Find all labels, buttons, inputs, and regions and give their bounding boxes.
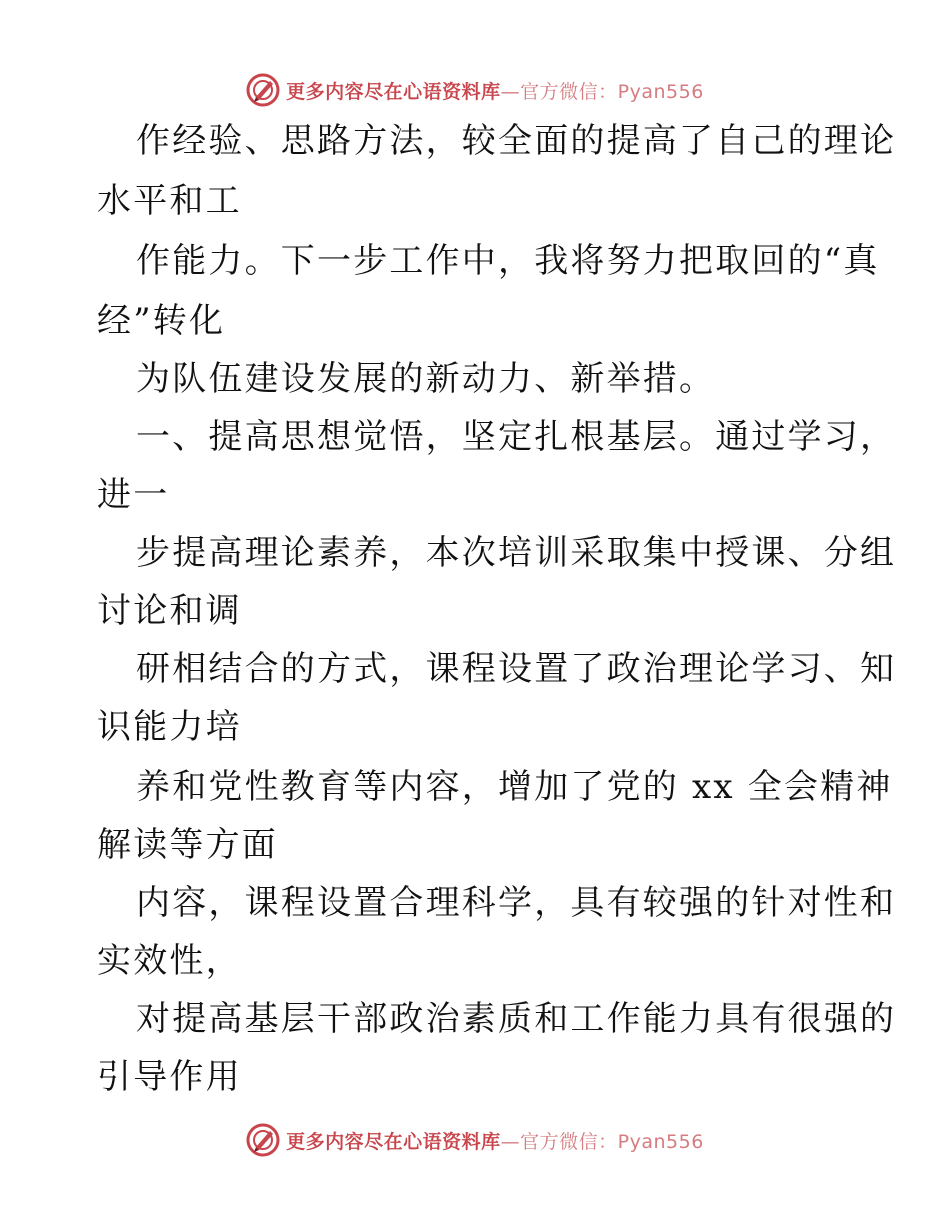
body-line: 养和党性教育等内容，增加了党的 xx 全会精神 — [136, 767, 893, 807]
body-line: 对提高基层干部政治素质和工作能力具有很强的 — [136, 999, 897, 1039]
pen-logo-icon — [246, 73, 280, 107]
body-line: 内容，课程设置合理科学，具有较强的针对性和 — [136, 883, 897, 923]
body-line: 经”转化 — [97, 301, 226, 341]
header-text — [286, 77, 704, 104]
body-line: 研相结合的方式，课程设置了政治理论学习、知 — [136, 649, 897, 689]
body-line: 步提高理论素养，本次培训采取集中授课、分组 — [136, 533, 897, 573]
header-wechat: 官方微信：Pyan556 — [520, 80, 704, 103]
body-line: 引导作用 — [97, 1057, 242, 1097]
footer-separator: — — [500, 1130, 521, 1153]
footer-text — [286, 1127, 704, 1154]
header-title: 更多内容尽在心语资料库 — [286, 80, 501, 103]
body-line: 水平和工 — [97, 181, 242, 221]
body-line: 识能力培 — [97, 707, 242, 747]
footer-wechat: 官方微信：Pyan556 — [520, 1130, 704, 1153]
header-separator: — — [500, 80, 521, 103]
pen-logo-icon — [246, 1123, 280, 1157]
body-line: 作能力。下一步工作中，我将努力把取回的“真 — [136, 241, 880, 281]
header-banner — [0, 70, 950, 110]
body-line: 讨论和调 — [97, 591, 242, 631]
body-line: 进一 — [97, 475, 170, 515]
footer-title: 更多内容尽在心语资料库 — [286, 1130, 501, 1153]
body-line: 为队伍建设发展的新动力、新举措。 — [136, 359, 716, 399]
body-line: 作经验、思路方法，较全面的提高了自己的理论 — [136, 121, 897, 161]
body-line: 实效性， — [97, 941, 242, 981]
body-line: 解读等方面 — [97, 825, 278, 865]
footer-banner — [0, 1120, 950, 1160]
body-line: 一、提高思想觉悟，坚定扎根基层。通过学习， — [136, 417, 897, 457]
